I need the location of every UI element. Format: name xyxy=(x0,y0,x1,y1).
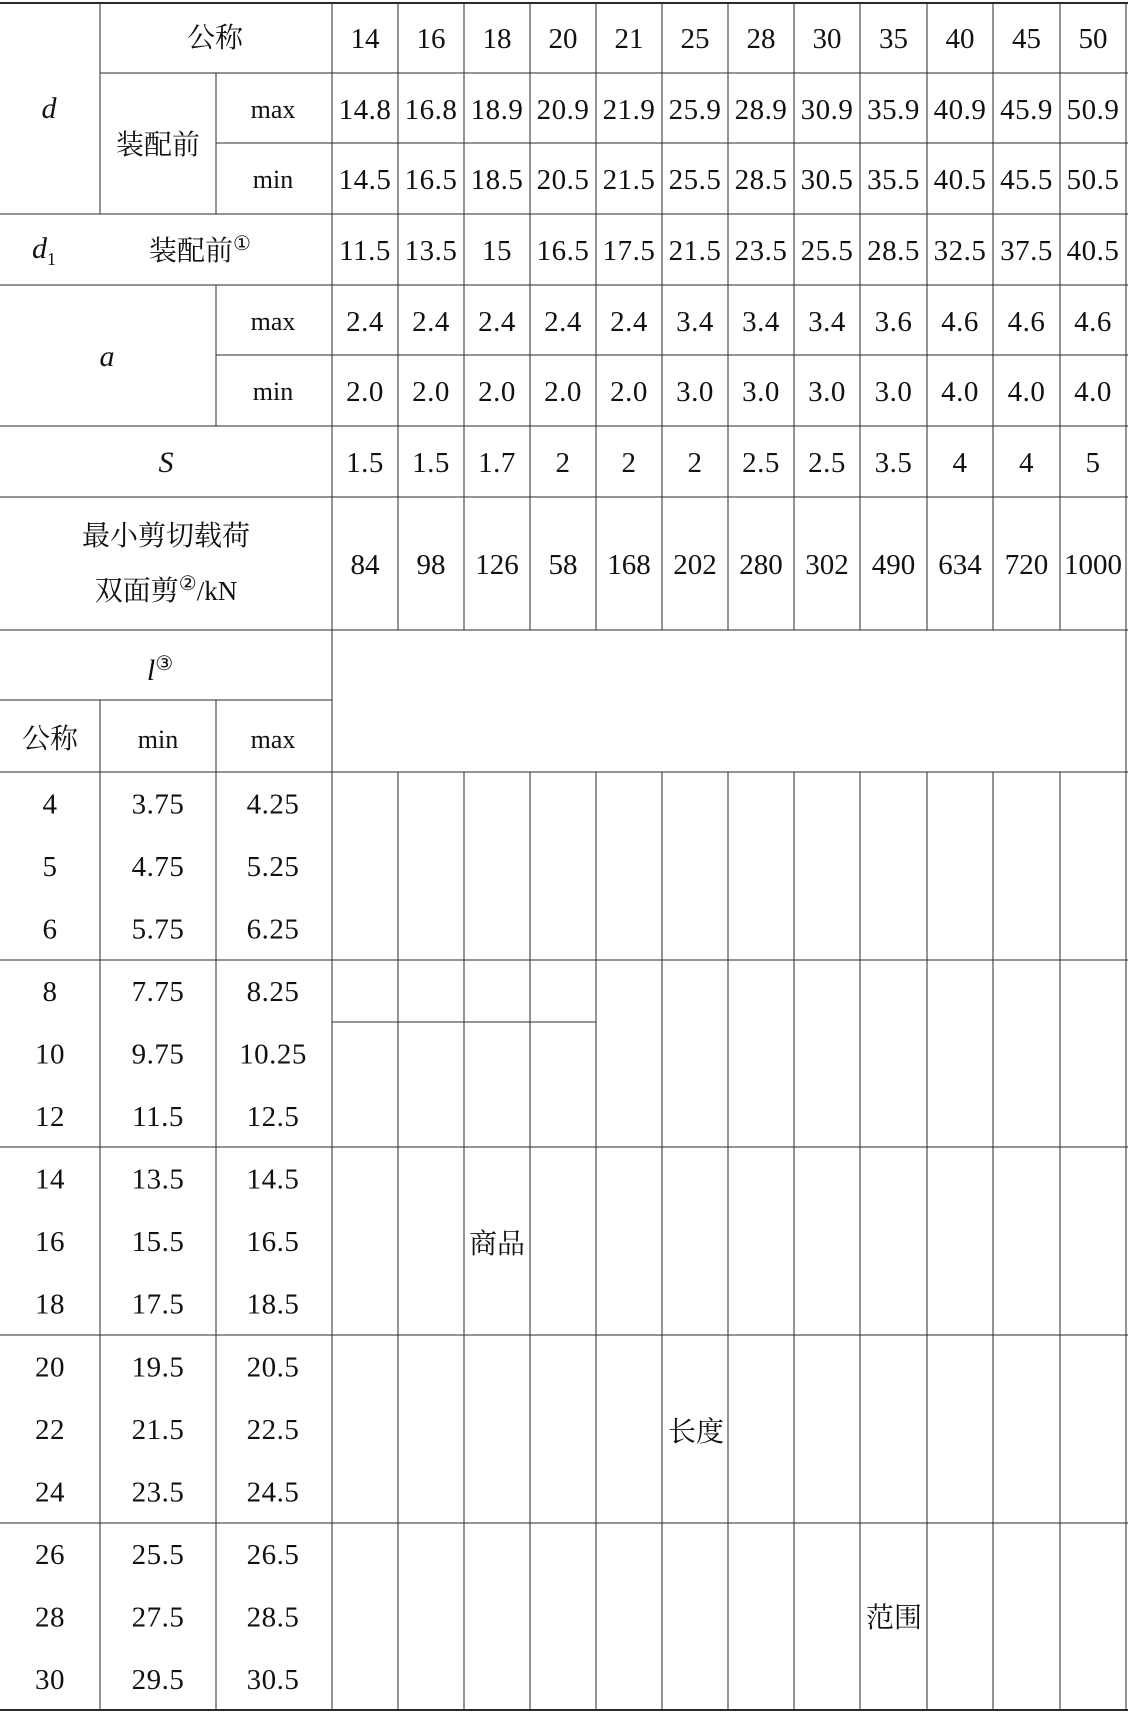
a-min-value: 3.0 xyxy=(676,376,714,408)
length-max-value: 22.5 xyxy=(246,1414,300,1446)
a-max-label: max xyxy=(250,307,296,336)
before-assembly-label: 装配前 xyxy=(115,128,201,161)
range-word-goods: 商品 xyxy=(468,1227,526,1260)
length-nominal-value: 20 xyxy=(35,1351,65,1384)
s-value: 4 xyxy=(1019,447,1034,479)
shear-value: 634 xyxy=(938,549,982,581)
length-min-value: 9.75 xyxy=(131,1038,185,1071)
d-max-label: max xyxy=(250,95,296,124)
value-cells xyxy=(35,23,1122,1696)
length-nominal-value: 18 xyxy=(35,1288,65,1321)
d1-before-assembly-label xyxy=(149,231,251,267)
a-max-value: 4.6 xyxy=(941,306,979,338)
shear-value: 302 xyxy=(805,549,849,581)
a-min-value: 2.0 xyxy=(544,376,582,408)
range-word-length: 长度 xyxy=(667,1415,725,1448)
length-max-value: 26.5 xyxy=(246,1539,300,1572)
d-max-value: 20.9 xyxy=(536,94,590,126)
a-symbol: a xyxy=(99,340,115,373)
d-max-value: 18.9 xyxy=(470,94,524,126)
d-max-value: 50.9 xyxy=(1066,94,1120,126)
a-min-value: 4.0 xyxy=(1074,376,1112,408)
shear-value: 202 xyxy=(673,549,717,581)
l-min-label: min xyxy=(137,725,179,754)
length-max-value: 5.25 xyxy=(246,851,300,883)
d-min-label: min xyxy=(252,165,294,194)
a-max-value: 4.6 xyxy=(1007,306,1046,338)
d-max-value: 30.9 xyxy=(800,94,854,126)
a-min-value: 2.0 xyxy=(412,376,450,408)
shear-value: 84 xyxy=(350,549,380,581)
l-max-label: max xyxy=(250,725,296,754)
length-nominal-value: 6 xyxy=(42,913,58,946)
d-min-value: 16.5 xyxy=(404,164,458,196)
l-footnote-mark: ③ xyxy=(155,653,174,675)
s-symbol: S xyxy=(158,446,174,479)
nominal-value: 35 xyxy=(879,23,908,55)
d1-value: 15 xyxy=(482,235,512,267)
shear-double: 双面剪 xyxy=(94,574,179,607)
d-max-value: 35.9 xyxy=(867,94,920,126)
length-min-value: 19.5 xyxy=(131,1351,185,1384)
shear-value: 720 xyxy=(1004,549,1049,581)
d-min-value: 30.5 xyxy=(800,164,854,196)
length-nominal-value: 14 xyxy=(35,1163,65,1196)
length-min-value: 23.5 xyxy=(131,1476,185,1509)
length-nominal-value: 5 xyxy=(42,851,58,883)
a-max-value: 2.4 xyxy=(346,306,384,338)
d1-subscript: 1 xyxy=(47,249,56,269)
length-nominal-value: 8 xyxy=(42,976,58,1009)
d-min-value: 28.5 xyxy=(734,164,788,196)
d1-value: 37.5 xyxy=(1000,235,1053,267)
d-max-value: 14.8 xyxy=(338,94,392,126)
shear-value: 1000 xyxy=(1064,549,1122,581)
a-max-value: 2.4 xyxy=(478,306,516,338)
a-min-value: 3.0 xyxy=(808,376,846,408)
nominal-value: 50 xyxy=(1078,23,1108,55)
d-max-value: 16.8 xyxy=(404,94,458,126)
length-min-value: 7.75 xyxy=(131,976,185,1009)
d-min-value: 20.5 xyxy=(536,164,590,196)
a-max-value: 2.4 xyxy=(610,306,648,338)
s-value: 2 xyxy=(621,447,637,479)
length-nominal-value: 28 xyxy=(35,1601,65,1634)
a-max-value: 3.4 xyxy=(676,306,714,338)
length-max-value: 16.5 xyxy=(246,1226,300,1258)
d-max-value: 25.9 xyxy=(668,94,722,126)
a-min-value: 2.0 xyxy=(346,376,384,408)
s-value: 3.5 xyxy=(874,447,913,479)
length-min-value: 15.5 xyxy=(131,1226,185,1258)
a-min-value: 4.0 xyxy=(1007,376,1046,408)
a-max-value: 2.4 xyxy=(544,306,582,338)
shear-value: 168 xyxy=(607,549,651,581)
d-min-value: 50.5 xyxy=(1066,164,1120,196)
length-nominal-value: 4 xyxy=(42,788,58,821)
length-nominal-value: 26 xyxy=(35,1539,65,1572)
d1-value: 28.5 xyxy=(867,235,920,267)
s-value: 2.5 xyxy=(742,447,780,479)
d-min-value: 14.5 xyxy=(338,164,392,196)
nominal-value: 40 xyxy=(945,23,975,55)
nominal-value: 25 xyxy=(680,23,710,55)
a-min-value: 3.0 xyxy=(874,376,913,408)
length-max-value: 8.25 xyxy=(246,976,300,1009)
nominal-label: 公称 xyxy=(186,21,244,54)
length-min-value: 11.5 xyxy=(132,1100,184,1133)
length-min-value: 29.5 xyxy=(131,1663,185,1696)
length-min-value: 25.5 xyxy=(131,1539,185,1572)
d-min-value: 25.5 xyxy=(668,164,722,196)
shear-value: 490 xyxy=(871,549,916,581)
nominal-value: 28 xyxy=(746,23,776,55)
length-min-value: 5.75 xyxy=(131,913,185,946)
a-min-value: 3.0 xyxy=(742,376,780,408)
nominal-value: 14 xyxy=(350,23,380,55)
d-max-value: 40.9 xyxy=(933,94,987,126)
s-value: 2 xyxy=(687,447,703,479)
a-min-value: 4.0 xyxy=(941,376,979,408)
l-main: l xyxy=(146,654,156,687)
shear-label-line1: 最小剪切载荷 xyxy=(81,519,251,552)
length-max-value: 6.25 xyxy=(246,913,300,946)
d-min-value: 40.5 xyxy=(933,164,987,196)
length-nominal-value: 12 xyxy=(35,1100,65,1133)
a-min-value: 2.0 xyxy=(610,376,648,408)
length-max-value: 24.5 xyxy=(246,1476,300,1509)
nominal-value: 18 xyxy=(482,23,512,55)
shear-value: 98 xyxy=(416,549,446,581)
nominal-value: 21 xyxy=(614,23,644,55)
length-max-value: 30.5 xyxy=(246,1663,300,1696)
s-value: 1.5 xyxy=(346,447,384,479)
d1-value: 11.5 xyxy=(339,235,391,267)
shear-value: 280 xyxy=(739,549,783,581)
d1-value: 23.5 xyxy=(734,235,788,267)
d-symbol: d xyxy=(41,92,57,125)
d-max-value: 21.9 xyxy=(602,94,656,126)
s-value: 2 xyxy=(555,447,571,479)
d-min-value: 21.5 xyxy=(602,164,656,196)
d1-symbol xyxy=(32,232,56,269)
shear-value: 58 xyxy=(548,549,578,581)
d1-value: 40.5 xyxy=(1066,235,1120,267)
length-nominal-value: 22 xyxy=(35,1414,65,1446)
a-min-label: min xyxy=(252,377,294,406)
length-max-value: 20.5 xyxy=(246,1351,300,1384)
d1-value: 17.5 xyxy=(602,235,656,267)
length-max-value: 10.25 xyxy=(239,1038,307,1071)
s-value: 4 xyxy=(952,447,968,479)
shear-value: 126 xyxy=(475,549,519,581)
length-min-value: 21.5 xyxy=(131,1414,185,1446)
a-max-value: 4.6 xyxy=(1074,306,1112,338)
length-max-value: 18.5 xyxy=(246,1288,300,1321)
length-max-value: 28.5 xyxy=(246,1601,300,1634)
d1-value: 21.5 xyxy=(668,235,722,267)
d-max-value: 45.9 xyxy=(1000,94,1053,126)
length-min-value: 27.5 xyxy=(131,1601,185,1634)
length-nominal-value: 10 xyxy=(35,1038,65,1071)
nominal-value: 20 xyxy=(548,23,578,55)
length-min-value: 17.5 xyxy=(131,1288,185,1321)
d-min-value: 35.5 xyxy=(867,164,920,196)
length-min-value: 4.75 xyxy=(131,851,185,883)
length-max-value: 14.5 xyxy=(246,1163,300,1196)
length-nominal-value: 30 xyxy=(35,1663,65,1696)
a-max-value: 3.6 xyxy=(874,306,913,338)
length-min-value: 13.5 xyxy=(131,1163,185,1196)
length-nominal-value: 16 xyxy=(35,1226,65,1258)
d-max-value: 28.9 xyxy=(734,94,788,126)
nominal-value: 16 xyxy=(416,23,446,55)
d1-main: d xyxy=(32,232,47,265)
s-value: 2.5 xyxy=(808,447,846,479)
nominal-value: 45 xyxy=(1012,23,1041,55)
a-max-value: 2.4 xyxy=(412,306,450,338)
a-min-value: 2.0 xyxy=(478,376,516,408)
length-max-value: 12.5 xyxy=(246,1100,300,1133)
length-nominal-value: 24 xyxy=(35,1476,65,1509)
shear-label-line2 xyxy=(95,571,237,607)
a-max-value: 3.4 xyxy=(742,306,780,338)
a-max-value: 3.4 xyxy=(808,306,846,338)
d-min-value: 45.5 xyxy=(1000,164,1053,196)
l-nominal-label: 公称 xyxy=(21,722,79,755)
d1-value: 16.5 xyxy=(536,235,590,267)
d1-footnote-mark: ① xyxy=(233,231,251,255)
l-symbol xyxy=(147,653,173,687)
s-value: 5 xyxy=(1085,447,1101,479)
range-word-range: 范围 xyxy=(865,1601,923,1634)
nominal-value: 30 xyxy=(812,23,842,55)
shear-unit: /kN xyxy=(196,576,238,606)
s-value: 1.5 xyxy=(412,447,450,479)
d1-value: 32.5 xyxy=(933,235,987,267)
shear-footnote-mark: ② xyxy=(178,571,197,595)
d1-value: 25.5 xyxy=(800,235,854,267)
length-min-value: 3.75 xyxy=(131,788,185,821)
d1-value: 13.5 xyxy=(404,235,458,267)
s-value: 1.7 xyxy=(478,447,516,479)
d-min-value: 18.5 xyxy=(470,164,524,196)
length-max-value: 4.25 xyxy=(246,788,300,821)
d1-label: 装配前 xyxy=(149,234,234,267)
